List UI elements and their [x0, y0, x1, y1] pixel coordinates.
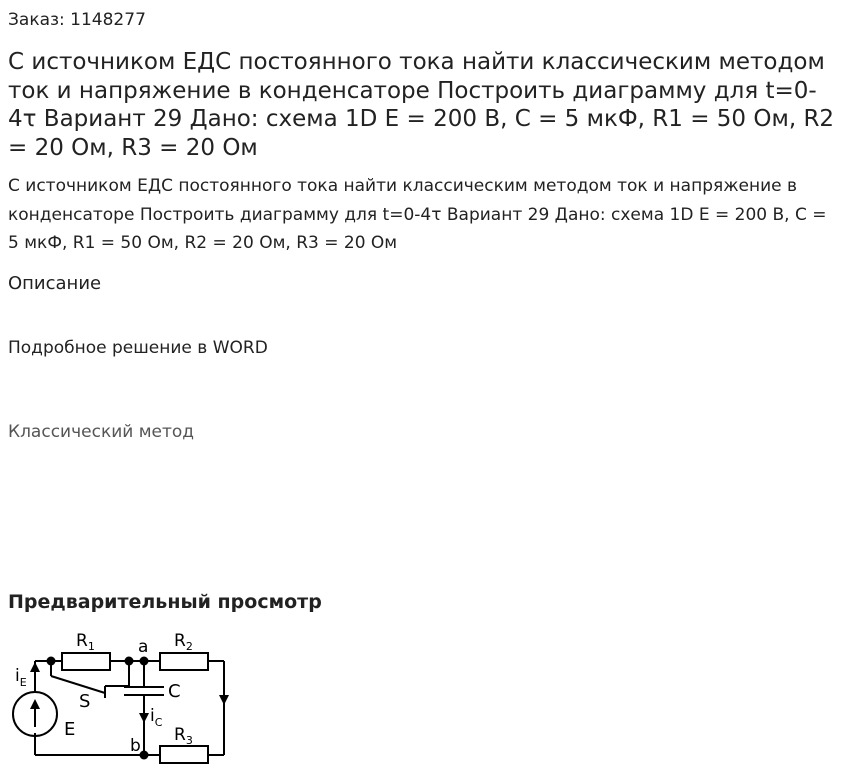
resistor-r3 [160, 746, 208, 763]
source-label: E [64, 719, 76, 740]
node-dot [125, 657, 134, 666]
solution-note: Подробное решение в WORD [8, 338, 268, 358]
capacitor-label: C [168, 681, 181, 702]
node-b-dot [140, 751, 149, 760]
preview-heading: Предварительный просмотр [8, 591, 322, 613]
source-arrow [30, 699, 40, 709]
resistor-r1 [62, 653, 110, 670]
current-r2-arrow [219, 695, 229, 705]
problem-statement: С источником ЕДС постоянного тока найти классическим методом ток и напряжение в конденсаторе Построить диаграмму для t=0-4τ Вариант 29 Дано: схема 1D E = 200 В, С = 5 мкФ, R1 = 50 Ом, R2 = 20 Ом, R3 = 20 Ом [8, 176, 827, 253]
ic-label: $i_C$ [150, 706, 163, 729]
page-title: С источником ЕДС постоянного тока найти классическим методом ток и напряжение в конденсаторе Построить диаграмму для t=0-4τ Вариант 29 Дано: схема 1D E = 200 В, С = 5 мкФ, R1 = 50 Ом, R2 = 20 Ом, R3 = 20 Ом [8, 49, 835, 161]
r3-label: $R_3$ [174, 725, 193, 747]
ie-label: $i_E$ [15, 666, 27, 689]
r1-label: $R_1$ [76, 631, 95, 653]
node-a-dot [140, 657, 149, 666]
current-ic-arrow [139, 713, 149, 723]
circuit-diagram [0, 625, 240, 783]
resistor-r2 [160, 653, 208, 670]
method-note: Классический метод [8, 422, 195, 442]
order-number: Заказ: 1148277 [8, 10, 146, 30]
node-b-label: b [130, 736, 141, 756]
current-ie-arrow [30, 662, 40, 672]
node-dot [47, 657, 56, 666]
r2-label: $R_2$ [174, 631, 193, 653]
switch-label: S [79, 691, 91, 712]
node-a-label: a [138, 637, 149, 657]
description-heading: Описание [8, 273, 102, 294]
